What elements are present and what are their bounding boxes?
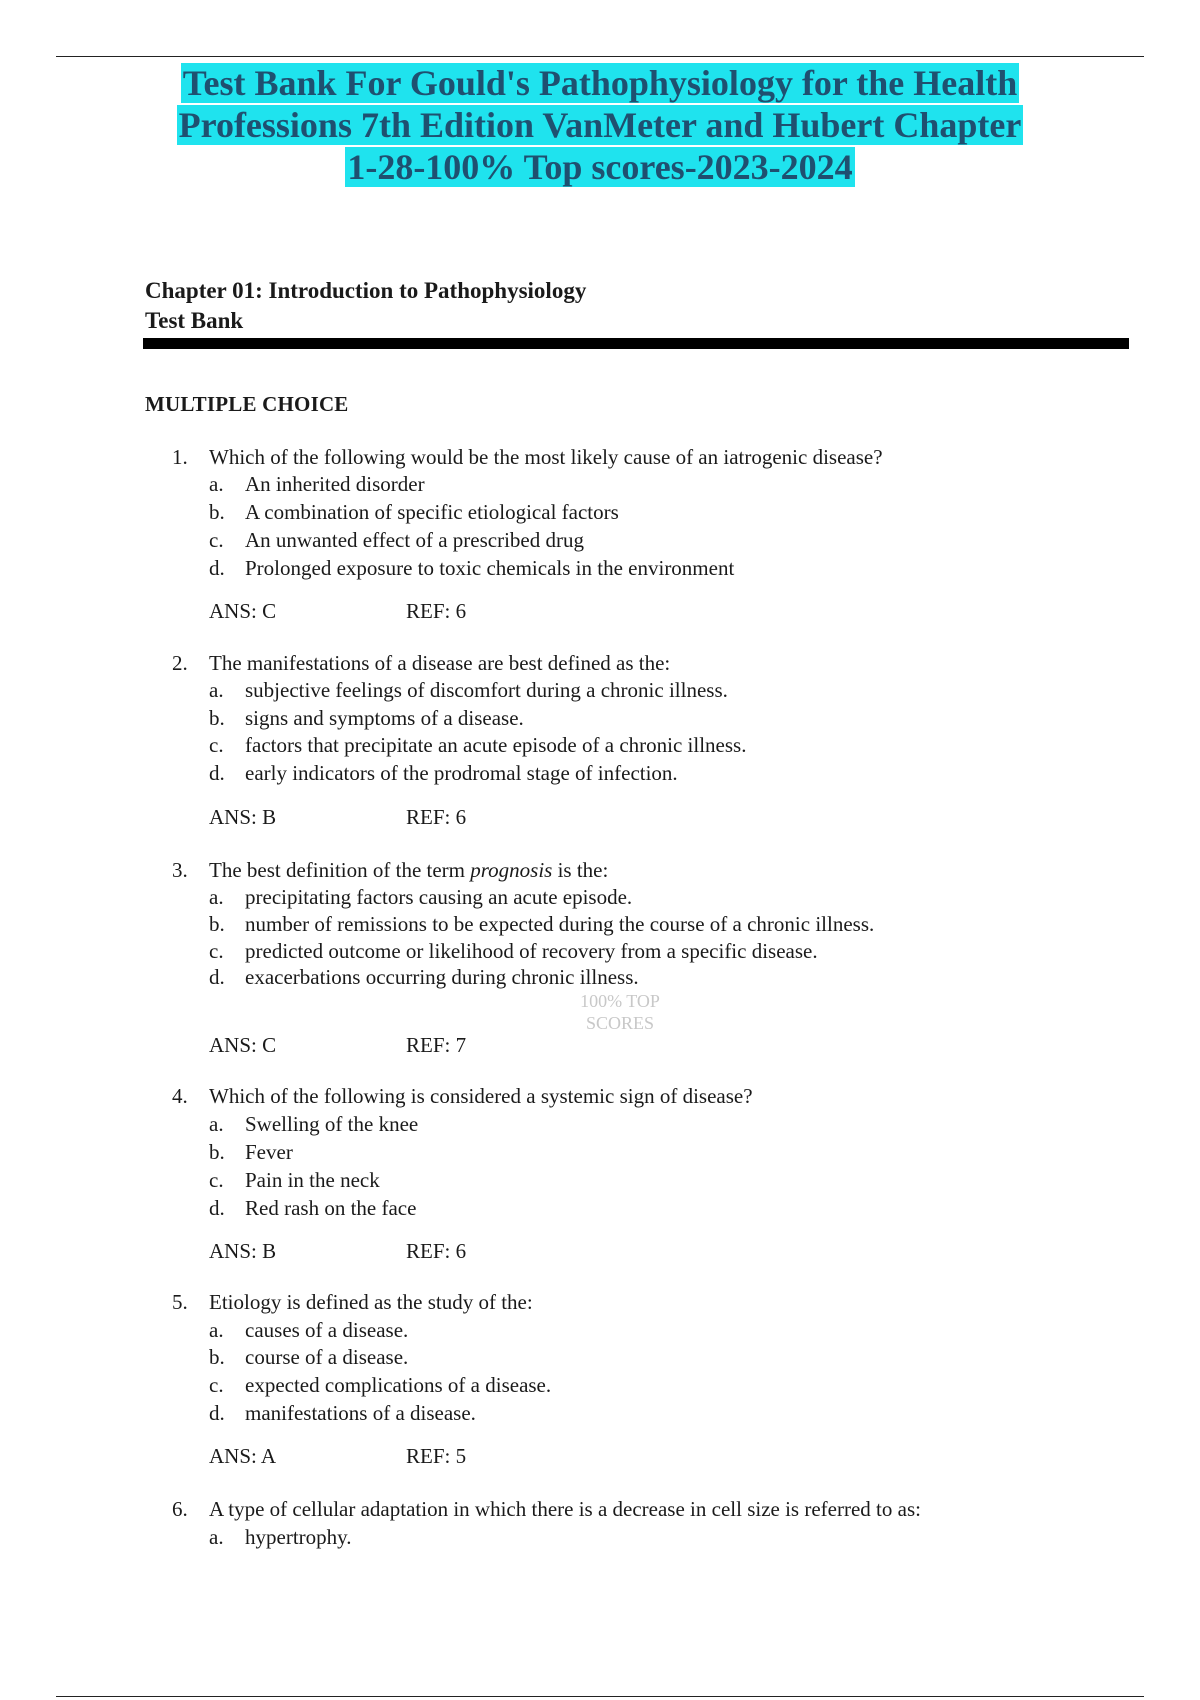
bottom-rule xyxy=(56,1696,1144,1697)
option-a: a. hypertrophy. xyxy=(209,1525,352,1549)
option-d: d. exacerbations occurring during chronic illness. xyxy=(209,965,639,989)
section-heading: MULTIPLE CHOICE xyxy=(145,392,349,416)
reference: REF: 6 xyxy=(406,1239,467,1263)
question-stem: Which of the following would be the most likely cause of an iatrogenic disease? xyxy=(209,445,883,469)
answer-key: ANS: C xyxy=(209,599,277,623)
option-b: b. Fever xyxy=(209,1140,293,1164)
answer-key: ANS: B xyxy=(209,1239,277,1263)
question-number: 4. xyxy=(172,1084,188,1108)
option-c: c. expected complications of a disease. xyxy=(209,1373,552,1397)
option-a: a. An inherited disorder xyxy=(209,472,425,496)
option-c: c. factors that precipitate an acute episode of a chronic illness. xyxy=(209,733,747,757)
chapter-header xyxy=(145,276,586,336)
option-a: a. Swelling of the knee xyxy=(209,1112,419,1136)
option-b: b. course of a disease. xyxy=(209,1345,409,1369)
option-c: c. Pain in the neck xyxy=(209,1168,380,1192)
option-c: c. predicted outcome or likelihood of recovery from a specific disease. xyxy=(209,939,818,963)
option-d: d. manifestations of a disease. xyxy=(209,1401,476,1425)
question-stem: The best definition of the term prognosis is the: xyxy=(209,858,609,882)
question-stem: Which of the following is considered a systemic sign of disease? xyxy=(209,1084,753,1108)
option-b: b. A combination of specific etiological factors xyxy=(209,500,619,524)
reference: REF: 5 xyxy=(406,1444,467,1468)
option-d: d. early indicators of the prodromal stage of infection. xyxy=(209,761,678,785)
question-number: 5. xyxy=(172,1290,188,1314)
question-number: 2. xyxy=(172,651,188,675)
question-stem: Etiology is defined as the study of the: xyxy=(209,1290,533,1314)
question-stem: The manifestations of a disease are best defined as the: xyxy=(209,651,671,675)
title-line-2: Professions 7th Edition VanMeter and Hubert Chapter xyxy=(178,105,1022,145)
question-number: 1. xyxy=(172,445,188,469)
option-a: a. subjective feelings of discomfort during a chronic illness. xyxy=(209,678,728,702)
chapter-heading: Chapter 01: Introduction to Pathophysiology xyxy=(145,278,587,303)
option-d: d. Red rash on the face xyxy=(209,1196,417,1220)
option-a: a. precipitating factors causing an acute episode. xyxy=(209,885,633,909)
question-number: 3. xyxy=(172,858,188,882)
term-prognosis: prognosis xyxy=(470,858,553,882)
answer-key: ANS: A xyxy=(209,1444,277,1468)
chapter-divider xyxy=(143,338,1129,349)
question-number: 6. xyxy=(172,1497,188,1521)
document-title xyxy=(100,62,1100,188)
reference: REF: 7 xyxy=(406,1033,467,1057)
chapter-subheading: Test Bank xyxy=(145,308,244,333)
title-line-1: Test Bank For Gould's Pathophysiology for the Health xyxy=(182,63,1018,103)
answer-key: ANS: B xyxy=(209,805,277,829)
option-b: b. number of remissions to be expected during the course of a chronic illness. xyxy=(209,912,875,936)
reference: REF: 6 xyxy=(406,599,467,623)
option-c: c. An unwanted effect of a prescribed drug xyxy=(209,528,584,552)
question-stem: A type of cellular adaptation in which there is a decrease in cell size is referred to as: xyxy=(209,1497,921,1521)
option-a: a. causes of a disease. xyxy=(209,1318,409,1342)
watermark: 100% TOP SCORES xyxy=(580,991,660,1033)
answer-key: ANS: C xyxy=(209,1033,277,1057)
title-line-3: 1-28-100% Top scores-2023-2024 xyxy=(347,147,853,187)
reference: REF: 6 xyxy=(406,805,467,829)
option-b: b. signs and symptoms of a disease. xyxy=(209,706,524,730)
option-d: d. Prolonged exposure to toxic chemicals in the environment xyxy=(209,556,735,580)
top-rule xyxy=(56,56,1144,57)
